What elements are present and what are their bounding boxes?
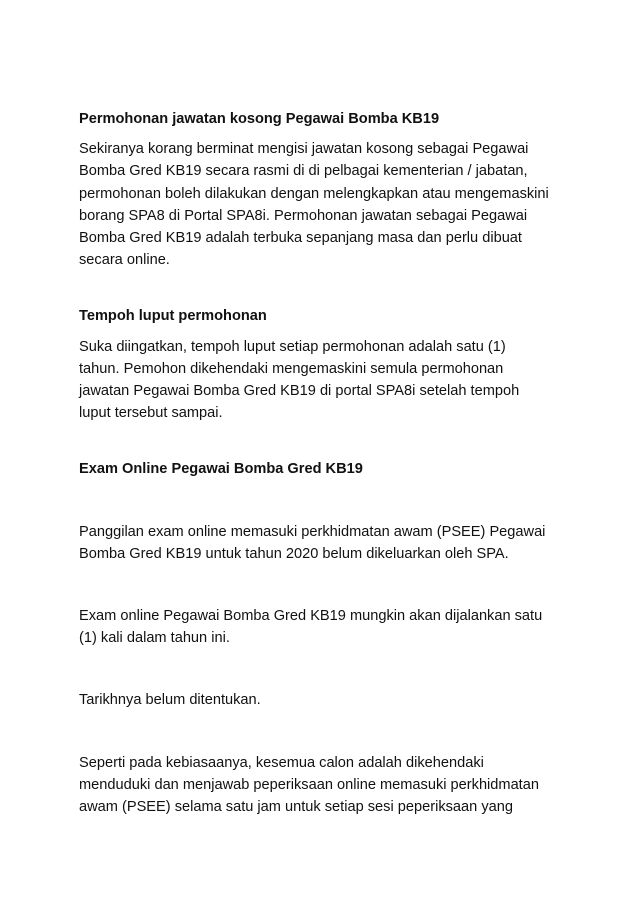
document-content <box>79 108 569 818</box>
text-line: Exam online Pegawai Bomba Gred KB19 mungkin akan dijalankan satu <box>79 608 543 625</box>
section-heading-application: Permohonan jawatan kosong Pegawai Bomba KB19 <box>79 111 440 127</box>
text-line: tahun. Pemohon dikehendaki mengemaskini semula permohonan <box>79 360 504 377</box>
text-line: Tarikhnya belum ditentukan. <box>79 692 261 709</box>
text-line: Suka diingatkan, tempoh luput setiap permohonan adalah satu (1) <box>79 338 506 355</box>
text-line: Bomba Gred KB19 adalah terbuka sepanjang masa dan perlu dibuat <box>79 230 522 247</box>
text-line: (1) kali dalam tahun ini. <box>79 630 230 647</box>
text-line: Seperti pada kebiasaanya, kesemua calon adalah dikehendaki <box>79 754 484 771</box>
text-line: borang SPA8 di Portal SPA8i. Permohonan jawatan sebagai Pegawai <box>79 207 528 224</box>
text-line: secara online. <box>79 252 170 269</box>
text-line: menduduki dan menjawab peperiksaan online memasuki perkhidmatan <box>79 776 539 793</box>
text-line: Panggilan exam online memasuki perkhidmatan awam (PSEE) Pegawai <box>79 523 546 540</box>
paragraph-expiry-info <box>79 336 569 425</box>
section-heading-expiry: Tempoh luput permohonan <box>79 308 267 325</box>
paragraph-exam-requirement <box>79 752 569 819</box>
text-line: Bomba Gred KB19 secara rasmi di di pelbagai kementerian / jabatan, <box>79 163 528 180</box>
section-heading-exam-online: Exam Online Pegawai Bomba Gred KB19 <box>79 461 363 478</box>
text-line: Bomba Gred KB19 untuk tahun 2020 belum dikeluarkan oleh SPA. <box>79 545 509 562</box>
text-line: luput tersebut sampai. <box>79 405 223 422</box>
paragraph-exam-frequency <box>79 605 569 649</box>
paragraph-exam-date <box>79 689 569 711</box>
text-line: awam (PSEE) selama satu jam untuk setiap sesi peperiksaan yang <box>79 799 513 816</box>
text-line: permohonan boleh dilakukan dengan melengkapkan atau mengemaskini <box>79 185 549 202</box>
paragraph-application-info <box>79 138 569 271</box>
text-line: Sekiranya korang berminat mengisi jawatan kosong sebagai Pegawai <box>79 141 529 158</box>
text-line: jawatan Pegawai Bomba Gred KB19 di portal SPA8i setelah tempoh <box>79 383 520 400</box>
paragraph-exam-call <box>79 521 569 565</box>
